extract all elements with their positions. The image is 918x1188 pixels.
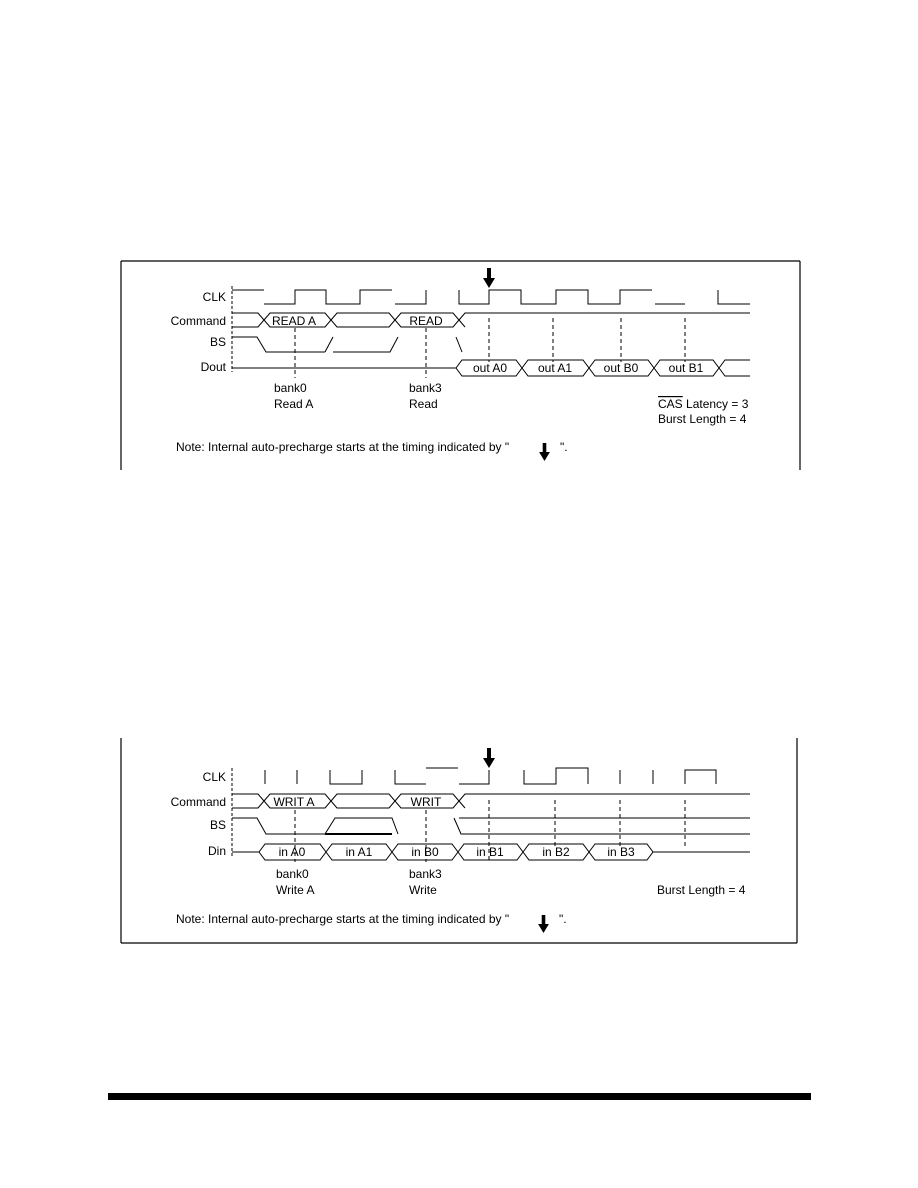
dout-cell-label: out B0 (603, 361, 639, 375)
signal-label-din: Din (207, 844, 226, 858)
down-arrow-icon (483, 748, 495, 768)
bank-label: bank3 (409, 867, 442, 881)
bs-waveform (232, 337, 462, 352)
signal-label-clk: CLK (202, 770, 226, 784)
din-cell-label: in B3 (607, 845, 635, 859)
bank-label: bank0 (276, 867, 309, 881)
cas-latency-label (658, 397, 749, 411)
din-cell-label: in B1 (476, 845, 504, 859)
read-timing-diagram (121, 261, 800, 470)
write-timing-diagram (121, 738, 797, 943)
bank-action-label: Read A (274, 397, 314, 411)
bank-action-label: Read (409, 397, 438, 411)
bank-action-label: Write A (276, 883, 315, 897)
note-text-after: ". (559, 912, 567, 926)
din-cell-label: in A0 (278, 845, 306, 859)
down-arrow-icon (539, 443, 550, 461)
page-footer-rule (108, 1093, 811, 1100)
dout-cell-label: out A1 (537, 361, 573, 375)
burst-length-label: Burst Length = 4 (657, 883, 746, 897)
din-cell-label: in A1 (345, 845, 373, 859)
signal-label-bs: BS (209, 818, 226, 832)
down-arrow-icon (538, 915, 549, 933)
signal-label-clk: CLK (202, 290, 226, 304)
down-arrow-icon (483, 268, 495, 288)
clk-waveform (232, 290, 750, 304)
din-cell-label: in B2 (542, 845, 570, 859)
signal-label-command: Command (170, 795, 226, 809)
signal-label-dout: Dout (200, 360, 226, 374)
bank-label: bank3 (409, 381, 442, 395)
command-label: WRIT (410, 795, 442, 809)
burst-length-label: Burst Length = 4 (658, 412, 747, 426)
dout-cell-label: out B1 (668, 361, 704, 375)
din-cell-label: in B0 (411, 845, 439, 859)
bank-action-label: Write (409, 883, 437, 897)
bs-waveform (232, 818, 750, 834)
bank-label: bank0 (274, 381, 307, 395)
clk-waveform (265, 768, 716, 784)
note-text-before: Note: Internal auto-precharge starts at the timing indicated by " (176, 912, 510, 926)
cas-overlined: CAS (658, 397, 683, 411)
note-text-before: Note: Internal auto-precharge starts at the timing indicated by " (176, 440, 510, 454)
command-label: READ (409, 314, 443, 328)
dout-cell-label: out A0 (472, 361, 508, 375)
command-label: WRIT A (273, 795, 315, 809)
signal-label-command: Command (170, 314, 226, 328)
signal-label-bs: BS (209, 335, 226, 349)
cas-latency-rest: Latency = 3 (682, 397, 749, 411)
note-text-after: ". (560, 440, 568, 454)
command-label: READ A (271, 314, 317, 328)
